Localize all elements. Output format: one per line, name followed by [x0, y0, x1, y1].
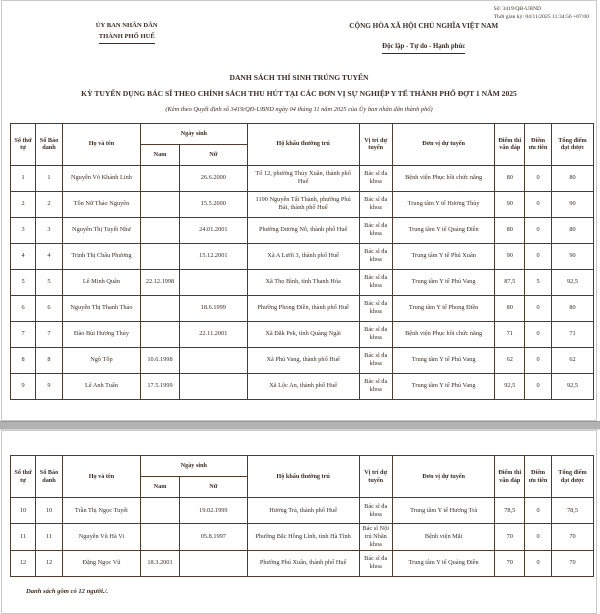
cell-stt: 11 — [11, 524, 36, 551]
cell-sbd: 10 — [36, 498, 63, 524]
cell-stt: 4 — [11, 243, 36, 269]
cell-name: Nguyễn Thị Tuyết Như — [62, 217, 140, 243]
cell-birth-female: 18.6.1999 — [180, 295, 248, 321]
cell-score: 70 — [495, 524, 525, 551]
cell-birth-female — [180, 269, 248, 295]
cell-birth-female: 15.5.2000 — [180, 191, 248, 217]
cell-total: 80 — [551, 165, 593, 191]
cell-position: Bác sĩ đa khoa — [359, 373, 392, 399]
authority-line1: ỦY BAN NHÂN DÂN — [95, 22, 158, 29]
cell-birth-female — [180, 550, 248, 576]
candidates-table-page2 — [10, 455, 594, 577]
cell-address: Phường Phong Điền, thành phố Huế — [247, 295, 359, 321]
cell-birth-female: 05.8.1997 — [180, 524, 248, 551]
candidates-table-page1 — [10, 123, 594, 400]
col-header-score: Điểm thi vấn đáp — [495, 456, 525, 498]
cell-birth-male: 10.6.1998 — [140, 347, 179, 373]
cell-score: 70 — [495, 550, 525, 576]
cell-score: 92,5 — [495, 373, 525, 399]
col-header-bonus: Điểm ưu tiên — [525, 456, 552, 498]
national-motto — [251, 21, 596, 56]
col-header-male: Nam — [140, 144, 179, 165]
col-header-sbd: Số Báo danh — [36, 123, 63, 165]
cell-score: 80 — [495, 295, 525, 321]
cell-name: Đào Bùi Hương Thủy — [62, 321, 140, 347]
cell-sbd: 6 — [36, 295, 63, 321]
cell-sbd: 12 — [36, 550, 63, 576]
cell-stt: 10 — [11, 498, 36, 524]
cell-unit: Trung tâm Y tế Hương Trà — [392, 498, 495, 524]
col-header-score: Điểm thi vấn đáp — [495, 123, 525, 165]
cell-sbd: 8 — [36, 347, 63, 373]
cell-name: Ngô Tốp — [62, 347, 140, 373]
cell-bonus: 0 — [525, 321, 552, 347]
cell-total: 90 — [551, 243, 593, 269]
cell-total: 70 — [551, 550, 593, 576]
col-header-stt: Số thứ tự — [11, 123, 36, 165]
cell-total: 71 — [551, 321, 593, 347]
cell-address: Hương Trà, thành phố Huế — [247, 498, 359, 524]
cell-address: Xã Thọ Bình, tỉnh Thanh Hóa — [247, 269, 359, 295]
cell-address: Xã A Lưới 3, thành phố Huế — [247, 243, 359, 269]
cell-bonus: 0 — [525, 191, 552, 217]
cell-birth-female — [180, 347, 248, 373]
cell-name: Lê Anh Tuấn — [62, 373, 140, 399]
cell-total: 92,5 — [551, 373, 593, 399]
cell-total: 90 — [551, 191, 593, 217]
cell-name: Nguyễn Vũ Hà Vi — [62, 524, 140, 551]
cell-score: 87,5 — [495, 269, 525, 295]
cell-birth-male — [140, 321, 179, 347]
cell-bonus: 5 — [525, 269, 552, 295]
col-header-unit: Đơn vị dự tuyển — [392, 456, 495, 498]
cell-address: Phường Phú Xuân, thành phố Huế — [247, 550, 359, 576]
col-header-address: Hộ khẩu thường trú — [247, 456, 359, 498]
cell-total: 78,5 — [551, 498, 593, 524]
cell-birth-male — [140, 524, 179, 551]
cell-birth-male — [140, 191, 179, 217]
cell-total: 70 — [551, 524, 593, 551]
cell-address: Xã Lộc An, thành phố Huế — [247, 373, 359, 399]
document-title-line1: DANH SÁCH THÍ SINH TRÚNG TUYỂN — [229, 72, 369, 82]
cell-bonus: 0 — [525, 243, 552, 269]
col-header-male: Nam — [140, 477, 179, 498]
col-header-position: Vị trí dự tuyển — [359, 123, 392, 165]
summary-note: Danh sách gồm có 12 người./. — [26, 587, 109, 595]
cell-stt: 7 — [11, 321, 36, 347]
cell-total: 92,5 — [551, 269, 593, 295]
national-title: CỘNG HÒA XÃ HỘI CHỦ NGHĨA VIỆT NAM — [349, 22, 499, 30]
cell-birth-male — [140, 498, 179, 524]
signature-timestamp: Thời gian ký: 04/11/2025 11:34:56 +07:00 — [493, 14, 589, 21]
col-header-position: Vị trí dự tuyển — [359, 456, 392, 498]
cell-stt: 12 — [11, 550, 36, 576]
cell-position: Bác sĩ đa khoa — [359, 191, 392, 217]
table-row — [11, 217, 594, 243]
table-row — [11, 165, 594, 191]
cell-address: Xã Phú Vang, thành phố Huế — [247, 347, 359, 373]
col-header-bonus: Điểm ưu tiên — [525, 123, 552, 165]
cell-address: 1190 Nguyễn Tất Thành, phường Phú Bài, thành phố Huế — [247, 191, 359, 217]
table-row — [11, 524, 594, 551]
cell-score: 78,5 — [495, 498, 525, 524]
col-header-total: Tổng điểm đạt được — [551, 456, 593, 498]
cell-bonus: 0 — [525, 295, 552, 321]
issuing-authority — [2, 21, 251, 56]
cell-position: Bác sĩ đa khoa — [359, 498, 392, 524]
cell-unit: Trung tâm Y tế Phú Xuân — [392, 243, 495, 269]
cell-sbd: 3 — [36, 217, 63, 243]
cell-birth-female: 22.11.2001 — [180, 321, 248, 347]
cell-unit: Trung tâm Y tế Phong Điền — [392, 295, 495, 321]
cell-unit: Trung tâm Y tế Phú Vang — [392, 373, 495, 399]
national-subtitle: Độc lập - Tự do - Hạnh phúc — [382, 42, 465, 54]
table-body-page2 — [11, 498, 594, 577]
col-header-stt: Số thứ tự — [11, 456, 36, 498]
cell-unit: Bệnh viện Phục hồi chức năng — [392, 321, 495, 347]
cell-unit: Trung tâm Y tế Phú Vang — [392, 269, 495, 295]
cell-unit: Bệnh viện Phục hồi chức năng — [392, 165, 495, 191]
table-row — [11, 191, 594, 217]
cell-bonus: 0 — [525, 550, 552, 576]
table-row — [11, 269, 594, 295]
cell-sbd: 2 — [36, 191, 63, 217]
cell-unit: Trung tâm Y tế Phú Vang — [392, 347, 495, 373]
cell-name: Trịnh Thị Châu Phương — [62, 243, 140, 269]
table-row — [11, 243, 594, 269]
cell-stt: 6 — [11, 295, 36, 321]
cell-name: Nguyễn Thị Thanh Thảo — [62, 295, 140, 321]
col-header-female: Nữ — [180, 144, 248, 165]
cell-birth-male — [140, 217, 179, 243]
cell-stt: 8 — [11, 347, 36, 373]
document-page-2 — [1, 430, 597, 614]
cell-address: Phường Dương Nỗ, thành phố Huế — [247, 217, 359, 243]
cell-total: 80 — [551, 217, 593, 243]
cell-score: 90 — [495, 243, 525, 269]
col-header-name: Họ và tên — [62, 123, 140, 165]
cell-stt: 1 — [11, 165, 36, 191]
cell-total: 62 — [551, 347, 593, 373]
cell-sbd: 4 — [36, 243, 63, 269]
cell-address: Xã Đăk Pek, tỉnh Quảng Ngãi — [247, 321, 359, 347]
col-header-name: Họ và tên — [62, 456, 140, 498]
col-header-female: Nữ — [180, 477, 248, 498]
cell-bonus: 0 — [525, 347, 552, 373]
cell-unit: Bệnh viện Mắt — [392, 524, 495, 551]
table-row — [11, 321, 594, 347]
cell-birth-female: 19.02.1999 — [180, 498, 248, 524]
cell-score: 90 — [495, 191, 525, 217]
cell-unit: Trung tâm Y tế Hương Thủy — [392, 191, 495, 217]
cell-birth-male — [140, 243, 179, 269]
cell-score: 80 — [495, 217, 525, 243]
cell-sbd: 7 — [36, 321, 63, 347]
table-row — [11, 373, 594, 399]
document-title-line2: KỲ TUYỂN DỤNG BÁC SĨ THEO CHÍNH SÁCH THU HÚT TẠI CÁC ĐƠN VỊ SỰ NGHIỆP Y TẾ THÀNH PHỐ ĐỢT 1 NĂM 2025 — [81, 88, 517, 98]
authority-line2: THÀNH PHỐ HUẾ — [99, 32, 155, 45]
cell-name: Tôn Nữ Thảo Nguyên — [62, 191, 140, 217]
cell-stt: 2 — [11, 191, 36, 217]
cell-birth-female — [180, 373, 248, 399]
table-row — [11, 550, 594, 576]
table-row — [11, 347, 594, 373]
cell-sbd: 9 — [36, 373, 63, 399]
signature-block — [494, 5, 589, 21]
cell-stt: 5 — [11, 269, 36, 295]
cell-name: Đặng Ngọc Vũ — [62, 550, 140, 576]
cell-birth-male: 17.5.1999 — [140, 373, 179, 399]
cell-birth-female: 24.01.2001 — [180, 217, 248, 243]
cell-position: Bác sĩ đa khoa — [359, 550, 392, 576]
cell-address: Tổ 12, phường Thủy Xuân, thành phố Huế — [247, 165, 359, 191]
cell-position: Bác sĩ đa khoa — [359, 347, 392, 373]
cell-bonus: 0 — [525, 217, 552, 243]
table-header — [11, 456, 594, 498]
cell-address: Phường Bắc Hồng Lĩnh, tỉnh Hà Tĩnh — [247, 524, 359, 551]
cell-total: 80 — [551, 295, 593, 321]
cell-position: Bác sĩ Nội trú Nhãn khoa — [359, 524, 392, 551]
cell-position: Bác sĩ đa khoa — [359, 295, 392, 321]
cell-birth-male: 22.12.1998 — [140, 269, 179, 295]
cell-score: 80 — [495, 165, 525, 191]
cell-unit: Trung tâm Y tế Quảng Điền — [392, 217, 495, 243]
cell-score: 71 — [495, 321, 525, 347]
cell-position: Bác sĩ đa khoa — [359, 217, 392, 243]
col-header-birth: Ngày sinh — [140, 456, 247, 477]
cell-unit: Trung tâm Y tế Quảng Điền — [392, 550, 495, 576]
page-gap — [0, 421, 600, 430]
col-header-total: Tổng điểm đạt được — [551, 123, 593, 165]
document-subtitle: (Kèm theo Quyết định số 3419/QĐ-UBND ngày 04 tháng 11 năm 2025 của Ủy ban nhân dân thành phố) — [165, 105, 433, 113]
cell-position: Bác sĩ đa khoa — [359, 321, 392, 347]
col-header-birth: Ngày sinh — [140, 123, 247, 144]
table-body-page1 — [11, 165, 594, 399]
cell-name: Lê Minh Quân — [62, 269, 140, 295]
cell-birth-male — [140, 295, 179, 321]
table-header — [11, 123, 594, 165]
table-row — [11, 498, 594, 524]
cell-score: 62 — [495, 347, 525, 373]
cell-name: Nguyễn Võ Khánh Linh — [62, 165, 140, 191]
col-header-unit: Đơn vị dự tuyển — [392, 123, 495, 165]
document-page-1 — [1, 0, 597, 421]
cell-position: Bác sĩ đa khoa — [359, 243, 392, 269]
cell-stt: 9 — [11, 373, 36, 399]
cell-birth-female: 15.12.2001 — [180, 243, 248, 269]
cell-position: Bác sĩ đa khoa — [359, 269, 392, 295]
cell-birth-female: 26.6.2000 — [180, 165, 248, 191]
cell-sbd: 1 — [36, 165, 63, 191]
cell-name: Trần Thị Ngọc Tuyết — [62, 498, 140, 524]
cell-stt: 3 — [11, 217, 36, 243]
cell-bonus: 0 — [525, 373, 552, 399]
cell-birth-male — [140, 165, 179, 191]
cell-sbd: 11 — [36, 524, 63, 551]
cell-position: Bác sĩ đa khoa — [359, 165, 392, 191]
cell-bonus: 0 — [525, 165, 552, 191]
col-header-address: Hộ khẩu thường trú — [247, 123, 359, 165]
col-header-sbd: Số Báo danh — [36, 456, 63, 498]
cell-birth-male: 18.3.2001 — [140, 550, 179, 576]
cell-bonus: 0 — [525, 524, 552, 551]
decision-number: Số: 3419/QĐ-UBND — [493, 6, 542, 12]
cell-bonus: 0 — [525, 498, 552, 524]
table-row — [11, 295, 594, 321]
cell-sbd: 5 — [36, 269, 63, 295]
